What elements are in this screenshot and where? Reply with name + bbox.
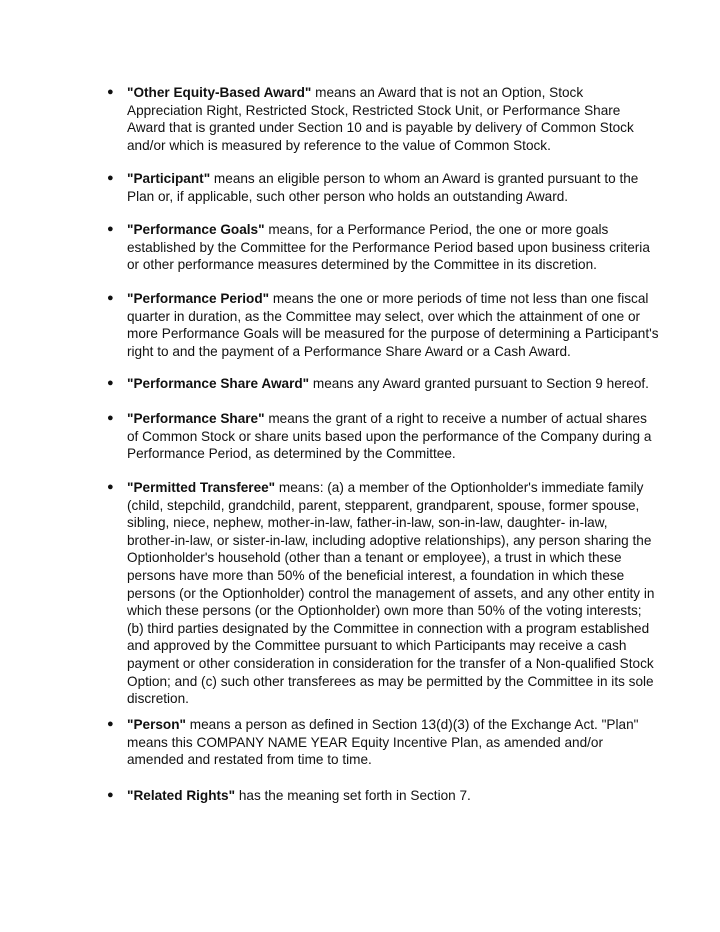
definition-line: Performance Period, as determined by the Committee. — [127, 446, 456, 462]
definition-item — [107, 479, 655, 708]
definition-line: persons have more than 50% of the beneficial interest, a foundation in which these — [127, 567, 625, 583]
definition-line: or other performance measures determined by the Committee in its discretion. — [127, 257, 597, 273]
bullet-icon: ● — [107, 718, 114, 730]
definition-text: means an eligible person to whom an Award is granted pursuant to the — [210, 171, 639, 186]
definition-line — [127, 716, 638, 734]
definition-line: established by the Committee for the Performance Period based upon business criteria — [127, 239, 650, 255]
definition-line — [127, 479, 654, 497]
definition-text: means, for a Performance Period, the one or more goals — [264, 222, 609, 237]
definition-line — [127, 170, 638, 188]
definition-line: Optionholder's household (other than a tenant or employee), a trust in which these — [127, 550, 622, 566]
definition-text: means the one or more periods of time not less than one fiscal — [269, 291, 649, 306]
definition-line: means this COMPANY NAME YEAR Equity Incentive Plan, as amended and/or — [127, 734, 604, 750]
definition-line — [127, 410, 651, 428]
definition-line — [127, 787, 471, 805]
definition-text: means an Award that is not an Option, Stock — [311, 85, 584, 100]
definition-line: Award that is granted under Section 10 and is payable by delivery of Common Stock — [127, 120, 634, 136]
definition-line — [127, 84, 634, 102]
defined-term: "Related Rights" — [127, 788, 236, 803]
bullet-icon: ● — [107, 481, 114, 493]
defined-term: "Participant" — [127, 171, 211, 186]
defined-term: "Performance Share Award" — [127, 376, 310, 391]
definition-line: quarter in duration, as the Committee may select, over which the attainment of one or — [127, 308, 641, 324]
definition-line: sibling, niece, nephew, mother-in-law, father-in-law, son-in-law, daughter- in-law, — [127, 515, 608, 531]
defined-term: "Performance Share" — [127, 411, 265, 426]
definition-item — [107, 84, 634, 154]
definition-line — [127, 290, 659, 308]
bullet-icon: ● — [107, 86, 114, 98]
definition-line — [127, 375, 649, 393]
definition-item — [107, 375, 649, 393]
definition-item — [107, 716, 639, 769]
bullet-icon: ● — [107, 412, 114, 424]
bullet-icon: ● — [107, 292, 114, 304]
definition-line: right to and the payment of a Performance Share Award or a Cash Award. — [127, 343, 571, 359]
definition-line: Option; and (c) such other transferees as may be permitted by the Committee in its sole — [127, 673, 654, 689]
definition-text: has the meaning set forth in Section 7. — [235, 788, 471, 803]
defined-term: "Other Equity-Based Award" — [127, 85, 312, 100]
bullet-icon: ● — [107, 377, 114, 389]
bullet-icon: ● — [107, 789, 114, 801]
defined-term: "Permitted Transferee" — [127, 480, 276, 495]
definition-item — [107, 410, 652, 463]
definition-item — [107, 787, 471, 805]
definition-item — [107, 170, 639, 205]
definition-text: means any Award granted pursuant to Section 9 hereof. — [309, 376, 649, 391]
definition-line: payment or other consideration in consideration for the transfer of a Non-qualified Stock — [127, 655, 654, 671]
definition-text: means the grant of a right to receive a number of actual shares — [264, 411, 647, 426]
definition-line: and/or which is measured by reference to the value of Common Stock. — [127, 137, 551, 153]
defined-term: "Performance Goals" — [127, 222, 265, 237]
definition-line: (child, stepchild, grandchild, parent, stepparent, grandparent, spouse, former spouse, — [127, 497, 640, 513]
defined-term: "Person" — [127, 717, 186, 732]
definition-line: Appreciation Right, Restricted Stock, Restricted Stock Unit, or Performance Share — [127, 102, 621, 118]
bullet-icon: ● — [107, 172, 114, 184]
definition-line: of Common Stock or share units based upon the performance of the Company during a — [127, 428, 652, 444]
definition-line: brother-in-law, or sister-in-law, including adoptive relationships), any person sharing the — [127, 532, 652, 548]
definition-text: means: (a) a member of the Optionholder's immediate family — [275, 480, 644, 495]
definition-line: more Performance Goals will be measured for the purpose of determining a Participant's — [127, 326, 659, 342]
definition-line: Plan or, if applicable, such other person who holds an outstanding Award. — [127, 188, 569, 204]
definition-line: persons (or the Optionholder) control the management of assets, and any other entity in — [127, 585, 655, 601]
definition-line: amended and restated from time to time. — [127, 752, 372, 768]
definition-line: and approved by the Committee pursuant to which Participants may receive a cash — [127, 638, 627, 654]
definition-item — [107, 221, 650, 274]
definition-line: (b) third parties designated by the Committee in connection with a program established — [127, 620, 650, 636]
definition-line: discretion. — [127, 691, 189, 707]
definition-line — [127, 221, 650, 239]
defined-term: "Performance Period" — [127, 291, 270, 306]
definition-line: which these persons (or the Optionholder) own more than 50% of the voting interests; — [127, 603, 642, 619]
definition-text: means a person as defined in Section 13(d)(3) of the Exchange Act. "Plan" — [185, 717, 639, 732]
bullet-icon: ● — [107, 223, 114, 235]
definition-item — [107, 290, 659, 360]
